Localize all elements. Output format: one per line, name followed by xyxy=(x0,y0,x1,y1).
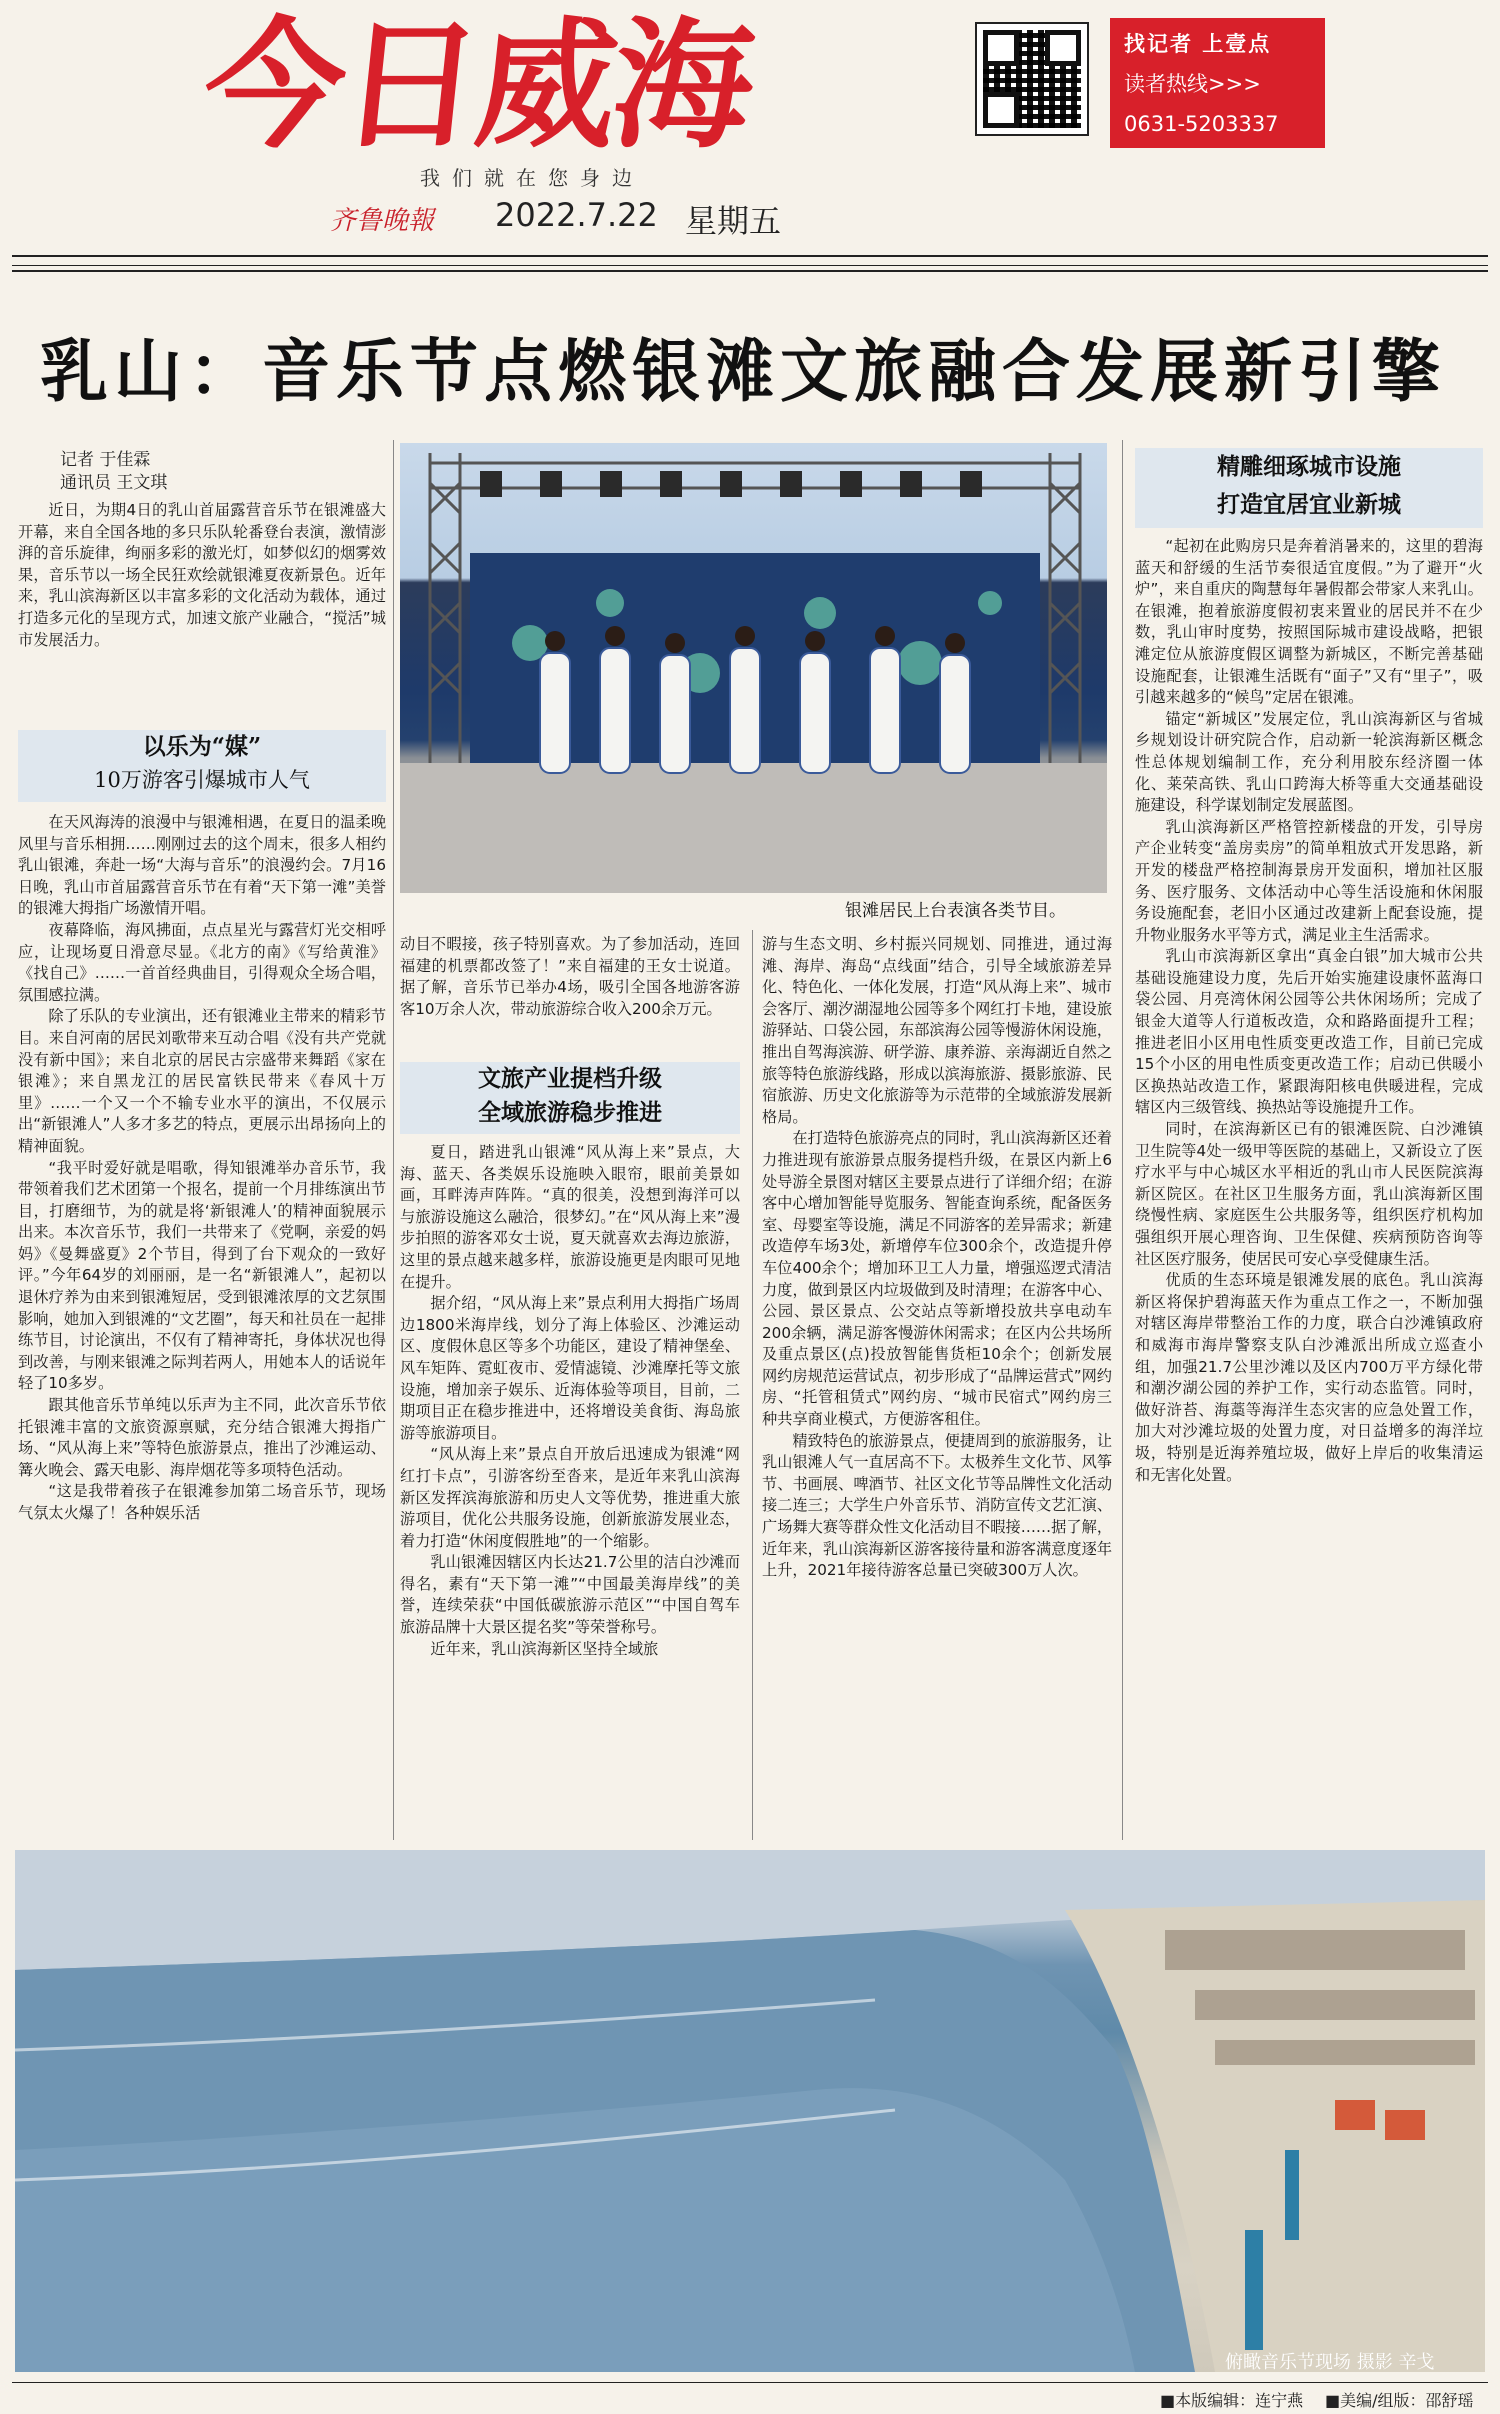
photo-caption: 俯瞰音乐节现场 摄影 辛戈 xyxy=(1225,2352,1435,2373)
hotline-slogan: 找记者 上壹点 xyxy=(1124,32,1272,56)
subhead-line2: 10万游客引爆城市人气 xyxy=(94,768,310,792)
reader-hotline-box xyxy=(1110,18,1325,148)
paragraph: 在天风海涛的浪漫中与银滩相遇，在夏日的温柔晚风里与音乐相拥……刚刚过去的这个周末，很多人相约乳山银滩，奔赴一场“大海与音乐”的浪漫约会。7月16日晚，乳山市首届露营音乐节在有着“天下第一滩”美誉的银滩大拇指广场激情开唱。 xyxy=(18,813,386,918)
article-column-2-top xyxy=(400,934,740,1020)
paragraph: 乳山市滨海新区拿出“真金白银”加大城市公共基础设施建设力度，先后开始实施建设康怀蓝海口袋公园、月亮湾休闲公园等公共休闲场所；完成了银金大道等人行道板改造，众和路路面提升工程；推进老旧小区用电性质变更改造工作，目前已完成15个小区的用电性质变更改造工作；启动已供暖小区换热站改造工作，紧跟海阳核电供暖进程，完成辖区内三级管线、换热站等设施提升工作。 xyxy=(1135,947,1483,1117)
footer-divider xyxy=(12,2382,1488,2383)
subhead-tourism-upgrade xyxy=(400,1062,740,1134)
article-column-2 xyxy=(400,1142,740,1842)
editor-credit: ■本版编辑：连宁燕 xyxy=(1160,2391,1304,2410)
paragraph: 精致特色的旅游景点，便捷周到的旅游服务，让乳山银滩人气一直居高不下。太极养生文化节、风筝节、书画展、啤酒节、社区文化节等品牌性文化活动接二连三；大学生户外音乐节、消防宣传文艺汇演、广场舞大赛等群众性文化活动目不暇接……据了解，近年来，乳山滨海新区游客接待量和游客满意度逐年上升，2021年接待游客总量已突破300万人次。 xyxy=(762,1431,1112,1580)
paragraph: 游与生态文明、乡村振兴同规划、同推进，通过海滩、海岸、海岛“点线面”结合，引导全域旅游差异化、特色化、一体化发展，打造“风从海上来”、城市会客厅、潮汐湖湿地公园等多个网红打卡地，建设旅游驿站、口袋公园，东部滨海公园等慢游休闲设施，推出自驾海滨游、研学游、康养游、亲海湖近自然之旅等特色旅游线路，形成以滨海旅游、摄影旅游、民宿旅游、历史文化旅游等为示范带的全域旅游发展新格局。 xyxy=(762,935,1112,1126)
photo-caption: 银滩居民上台表演各类节目。 xyxy=(845,901,1066,921)
paragraph: 同时，在滨海新区已有的银滩医院、白沙滩镇卫生院等4处一级甲等医院的基础上，又新设立了医疗水平与中心城区水平相近的乳山市人民医院滨海新区院区。在社区卫生服务方面，乳山滨海新区围绕慢性病、家庭医生公共服务等，组织医疗机构加强组织开展心理咨询、卫生保健、疾病预防咨询等社区医疗服务，使居民可安心享受健康生活。 xyxy=(1135,1120,1483,1268)
masthead-divider-thin xyxy=(12,270,1488,272)
paragraph: “风从海上来”景点自开放后迅速成为银滩“网红打卡点”，引游客纷至沓来，是近年来乳山滨海新区发挥滨海旅游和历史人文等优势，推进重大旅游项目，优化公共服务设施，创新旅游发展业态，着力打造“休闲度假胜地”的一个缩影。 xyxy=(400,1445,740,1550)
paragraph: 夜幕降临，海风拂面，点点星光与露营灯光交相呼应，让现场夏日滑意尽显。《北方的南》《写给黄淮》《找自己》……一首首经典曲目，引得观众全场合唱，氛围感拉满。 xyxy=(18,920,386,1004)
subhead-line1: 精雕细琢城市设施 xyxy=(1217,453,1401,480)
column-divider xyxy=(1122,440,1123,1840)
qr-corner-marker xyxy=(1045,30,1081,66)
masthead-title: 今日威海 xyxy=(196,5,758,168)
subhead-line2: 全域旅游稳步推进 xyxy=(478,1099,662,1126)
byline-correspondent: 通讯员 王文琪 xyxy=(60,473,168,493)
issue-date: 2022.7.22 xyxy=(495,196,658,234)
qr-corner-marker xyxy=(983,92,1019,128)
subhead-music-tourism xyxy=(18,730,386,802)
qr-corner-marker xyxy=(983,30,1019,66)
column-divider xyxy=(752,930,753,1840)
article-column-4 xyxy=(1135,536,1483,1841)
paragraph: “我平时爱好就是唱歌，得知银滩举办音乐节，我带领着我们艺术团第一个报名，提前一个月排练演出节目，打磨细节，为的就是将‘新银滩人’的精神面貌展示出来。本次音乐节，我们一共带来了《党啊，亲爱的妈妈》《曼舞盛夏》2个节目，得到了台下观众的一致好评。”今年64岁的刘丽丽，是一名“新银滩人”，起初以退休疗养为由来到银滩短居，受到银滩浓厚的文艺氛围影响，她加入到银滩的“文艺圈”，每天和社员在一起排练节目，讨论演出，不仅有了精神寄托，身体状况也得到改善，与刚来银滩之际判若两人，用她本人的话说年轻了10多岁。 xyxy=(18,1158,386,1393)
qr-code-icon[interactable] xyxy=(975,22,1089,136)
paragraph: 锚定“新城区”发展定位，乳山滨海新区与省城乡规划设计研究院合作，启动新一轮滨海新区概念性总体规划编制工作，充分利用胶东经济圈一体化、莱荣高铁、乳山口跨海大桥等重大交通基础设施建设，科学谋划制定发展蓝图。 xyxy=(1135,709,1483,815)
article-lead xyxy=(18,500,386,651)
paragraph: 乳山银滩因辖区内长达21.7公里的洁白沙滩而得名，素有“天下第一滩”“中国最美海岸线”的美誉，连续荣获“中国低碳旅游示范区”“中国自驾车旅游品牌十大景区提名奖”等荣誉称号。 xyxy=(400,1553,740,1637)
paragraph: 除了乐队的专业演出，还有银滩业主带来的精彩节目。来自河南的居民刘歌带来互动合唱《没有共产党就没有新中国》；来自北京的居民古宗盛带来舞蹈《家在银滩》；来自黑龙江的居民富铁民带来《春风十万里》……一个又一个不输专业水平的演出，不仅展示出“新银滩人”人多才多艺的特点，更展示出昂扬向上的精神面貌。 xyxy=(18,1007,386,1155)
paragraph: 近日，为期4日的乳山首届露营音乐节在银滩盛大开幕，来自全国各地的多只乐队轮番登台表演，激情澎湃的音乐旋律，绚丽多彩的激光灯，如梦似幻的烟雾效果，音乐节以一场全民狂欢绘就银滩夏夜新景色。近年来，乳山滨海新区以丰富多彩的文化活动为载体，通过打造多元化的呈现方式，加速文旅产业融合，“搅活”城市发展活力。 xyxy=(18,501,386,649)
issue-weekday: 星期五 xyxy=(685,202,782,240)
paragraph: 据介绍，“风从海上来”景点利用大拇指广场周边1800米海岸线，划分了海上体验区、沙滩运动区、度假休息区等多个功能区，建设了精神堡垒、风车矩阵、霓虹夜市、爱情滤镜、沙滩摩托等文旅设施，增加亲子娱乐、近海体验等项目，目前，二期项目正在稳步推进中，还将增设美食街、海岛旅游等旅游项目。 xyxy=(400,1294,740,1442)
paper-brand-logo: 齐鲁晚報 xyxy=(330,206,435,236)
page-headline: 乳山：音乐节点燃银滩文旅融合发展新引擎 xyxy=(40,332,1447,412)
masthead-slogan: 我们就在您身边 xyxy=(420,166,644,190)
stage-performance-photo xyxy=(400,443,1107,893)
masthead-divider xyxy=(12,255,1488,266)
stage-performance-illustration xyxy=(400,443,1107,893)
byline-reporter: 记者 于佳霖 xyxy=(60,450,151,470)
column-divider xyxy=(393,440,394,1840)
aerial-beach-illustration xyxy=(15,1850,1485,2372)
paragraph: “起初在此购房只是奔着消暑来的，这里的碧海蓝天和舒缓的生活节奏很适宜度假。”为了避开“火炉”，来自重庆的陶慧每年暑假都会带家人来乳山。在银滩，抱着旅游度假初衷来置业的居民并不在少数，乳山审时度势，按照国际城市建设战略，把银滩定位从旅游度假区调整为新城区，不断完善基础设施配套，让银滩生活既有“面子”又有“里子”，吸引越来越多的“候鸟”定居在银滩。 xyxy=(1135,537,1483,707)
paragraph: 夏日，踏进乳山银滩“风从海上来”景点，大海、蓝天、各类娱乐设施映入眼帘，眼前美景如画，耳畔涛声阵阵。“真的很美，没想到海洋可以与旅游设施这么融洽，很梦幻。”在“风从海上来”漫步拍照的游客邓女士说，夏天就喜欢去海边旅游，这里的景点越来越多样，旅游设施更是肉眼可见地在提升。 xyxy=(400,1143,740,1291)
subhead-line2: 打造宜居宜业新城 xyxy=(1217,491,1401,518)
paragraph: 乳山滨海新区严格管控新楼盘的开发，引导房产企业转变“盖房卖房”的简单粗放式开发思路，新开发的楼盘严格控制海景房开发面积，增加社区服务、医疗服务、文体活动中心等生活设施和休闲服务设施配套，老旧小区通过改建新上配套设施，提升物业服务水平等方式，满足业主生活需求。 xyxy=(1135,817,1483,944)
paragraph: 优质的生态环境是银滩发展的底色。乳山滨海新区将保护碧海蓝天作为重点工作之一，不断加强对辖区海岸带整治工作的力度，联合白沙滩镇政府和威海市海岸警察支队白沙滩派出所成立巡查小组，加强21.7公里沙滩以及区内700万平方绿化带和潮汐湖公园的养护工作，实行动态监管。同时，做好浒苔、海藁等海洋生态灾害的应急处置工作，加大对沙滩垃圾的处置力度，对日益增多的海洋垃圾，特别是近海养殖垃圾，做好上岸后的收集清运和无害化处置。 xyxy=(1135,1271,1483,1484)
paragraph: 近年来，乳山滨海新区坚持全域旅 xyxy=(430,1639,659,1658)
article-column-1 xyxy=(18,812,386,1847)
designer-credit: ■美编/组版：邵舒瑶 xyxy=(1325,2391,1474,2410)
subhead-line1: 以乐为“媒” xyxy=(142,733,262,760)
aerial-beach-photo xyxy=(15,1850,1485,2372)
paragraph: 跟其他音乐节单纯以乐声为主不同，此次音乐节依托银滩丰富的文旅资源禀赋，充分结合银滩大拇指广场、“风从海上来”等特色旅游景点，推出了沙滩运动、篝火晚会、露天电影、海岸烟花等多项特色活动。 xyxy=(18,1396,386,1479)
hotline-number[interactable]: 0631-5203337 xyxy=(1124,112,1279,136)
article-column-3 xyxy=(762,934,1112,1844)
subhead-line1: 文旅产业提档升级 xyxy=(478,1065,662,1092)
paragraph: “这是我带着孩子在银滩参加第二场音乐节，现场气氛太火爆了！各种娱乐活 xyxy=(18,1482,386,1522)
hotline-label: 读者热线>>> xyxy=(1124,72,1261,96)
subhead-urban-facilities xyxy=(1135,448,1483,528)
paragraph: 在打造特色旅游亮点的同时，乳山滨海新区还着力推进现有旅游景点服务提档升级，在景区内新上6处导游全景图对辖区主要景点进行了详细介绍；在游客中心增加智能导览服务、智能查询系统，配备医务室、母婴室等设施，满足不同游客的差异需求；新建改造停车场3处，新增停车位300余个，改造提升停车位400余个；增加环卫工人力量，增强巡逻式清洁力度，做到景区内垃圾做到及时清理；在游客中心、公园、景区景点、公交站点等新增投放共享电动车200余辆，满足游客慢游休闲需求；在区内公共场所及重点景区(点)投放智能售货柜10余个；创新发展网约房规范运营试点，初步形成了“品牌运营式”网约房、“托管租赁式”网约房、“城市民宿式”网约房三种共享商业模式，方便游客租住。 xyxy=(762,1129,1112,1429)
paragraph: 动目不暇接，孩子特别喜欢。为了参加活动，连回福建的机票都改签了！”来自福建的王女士说道。据了解，音乐节已举办4场，吸引全国各地游客游客10万余人次，带动旅游综合收入200余万元。 xyxy=(400,935,740,1018)
